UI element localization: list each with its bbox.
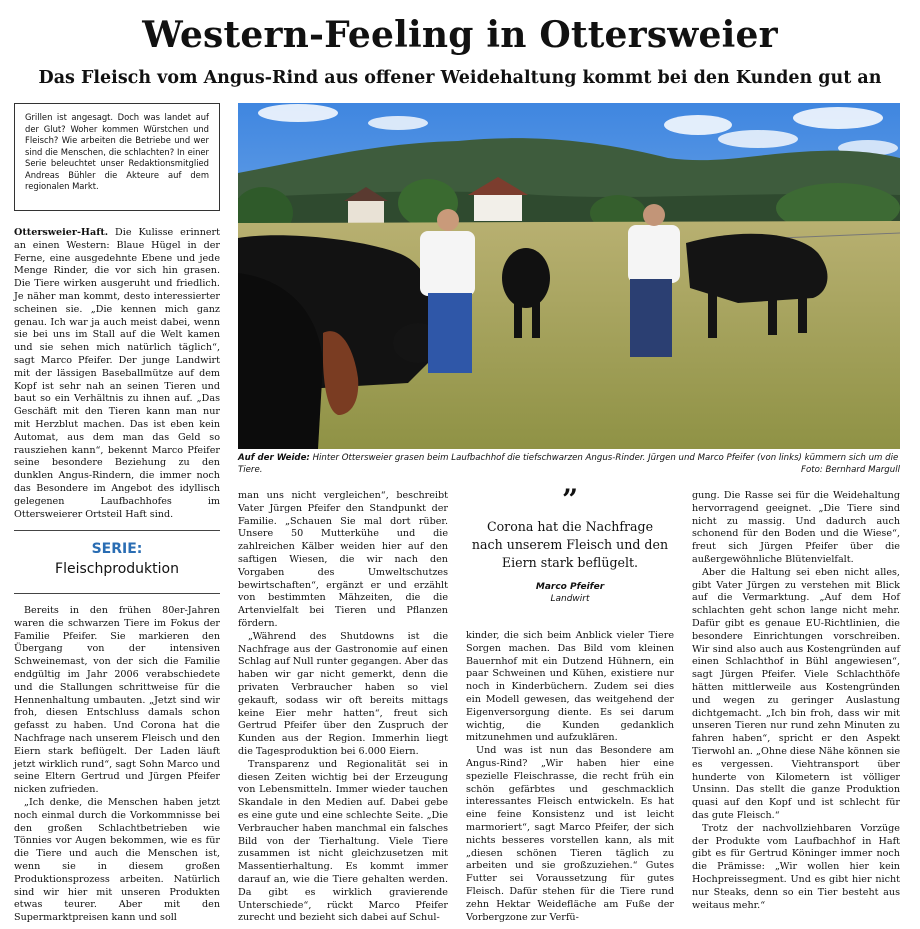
paragraph: Und was ist nun das Besondere am Angus-Rind? „Wir haben hier eine spezielle Fleischrasse, die recht früh ein schön gefärbtes und geschmacklich interessantes Fleisch entwickeln. Es hat eine feine Konsistenz und ist leicht marmoriert“, sagt Marco Pfeifer, der sich nichts besseres vorstellen kann, als mit „diesen schönen Tieren täglich zu arbeiten und sie großzuziehen.“ Gutes Futter sei Voraussetzung für gutes Fleisch. Dafür stehen für die Tiere rund zehn Hektar Weidefläche am Fuße der Vorbergzone zur Verfü- [466, 745, 674, 923]
paragraph: Trotz der nachvollziehbaren Vorzüge der Produkte vom Laufbachhof in Haft gibt es für Gertrud Köninger immer noch die Prämisse: „Wir wollen hier kein Hochpreissegment. Und es gibt hier nicht nur Steaks, denn so ein Tier besteht aus weitaus mehr.“ [692, 822, 900, 911]
column-4 [692, 490, 900, 912]
subheadline: Das Fleisch vom Angus-Rind aus offener Weidehaltung kommt bei den Kunden gut an [38, 68, 882, 88]
photo-credit: Foto: Bernhard Margull [801, 464, 900, 475]
serie-title: Fleischproduktion [55, 561, 179, 577]
lead-paragraph [14, 227, 220, 521]
quote-author: Marco Pfeifer [535, 582, 605, 592]
serie-label: SERIE: [91, 541, 143, 557]
paragraph: Aber die Haltung sei eben nicht alles, gibt Vater Jürgen zu verstehen mit Blick auf die Vermarktung. „Auf dem Hof schlachten geht schon lange nicht mehr. Dafür gibt es genaue EU-Richtlinien, die besondere Einrichtungen vorschreiben. Wir sind also auch aus Kostengründen auf einen Schlachthof in Bühl angewiesen“, sagt Jürgen Pfeifer. Viele Schlachthöfe hätten mittlerweile aus Kostengründen und wegen zu geringer Auslastung dichtgemacht. „Ich bin froh, dass wir mit unseren Tieren nur rund zehn Minuten zu fahren haben“, spricht er den Aspekt Tierwohl an. „Ohne diese Nähe können sie es vergessen. Viehtransport über hunderte von Kilometern ist völliger Unsinn. Das stellt die ganze Produktion quasi auf den Kopf und ist schlecht für das gute Fleisch.“ [692, 566, 901, 821]
paragraph: Transparenz und Regionalität sei in diesen Zeiten wichtig bei der Erzeugung von Lebensmitteln. Immer wieder tauchen Skandale in den Medien auf. Dabei gebe es eine gute und eine schlechte Seite. „Die Verbraucher haben manchmal ein falsches Bild von der Tierhaltung. Viele Tiere zusammen ist nicht gleichzusetzen mit Massentierhaltung. Es kommt immer darauf an, wie die Tiere gehalten werden. Da gibt es wirklich gravierende Unterschiede“, rückt Marco Pfeifer zurecht und bezieht sich dabei auf Schul- [238, 758, 448, 924]
headline: Western-Feeling in Ottersweier [142, 14, 778, 56]
quote-text: Corona hat die Nachfrage nach unserem Fleisch und den Eiern stark beflügelt. [471, 519, 669, 570]
article-photo [238, 103, 900, 449]
lead-text: Die Kulisse erinnert an einen Western: Blaue Hügel in der Ferne, eine ausgedehnte Ebene und jede Menge Rinder, die vor sich hin grasen. Die Tiere wirken ausgeruht und friedlich. Je näher man kommt, desto interessierter scheinen sie. „Die kennen mich ganz genau. Ich war ja auch meist dabei, wenn sie bei uns im Stall auf die Welt kamen und sie sehen mich natürlich täglich“, sagt Marco Pfeifer. Der junge Landwirt mit der lässigen Baseballmütze auf dem Kopf ist sehr nah an seinen Tieren und baut so ein Verhältnis zu ihnen auf. „Das Geschäft mit den Tieren kann man nur mit Herzblut machen. Das ist eben kein Automat, aus dem man das Geld so rausziehen kann“, bekennt Marco Pfeifer seine besondere Beziehung zu den dunklen Angus-Rindern, die immer noch das Besondere im Angebot des idyllisch gelegenen Laufbachhofes im Ottersweierer Ortsteil Haft sind. [14, 227, 220, 520]
paragraph: „Während des Shutdowns ist die Nachfrage aus der Gastronomie auf einen Schlag auf Null runter gegangen. Aber das haben wir gar nicht gemerkt, denn die privaten Verbraucher haben so viel gekauft, sodass wir oft bereits mittags keine Eier mehr hatten“, freut sich Gertrud Pfeifer über den Zuspruch der Kunden aus der Region. Immerhin liegt die Tagesproduktion bei 6.000 Eiern. [238, 630, 448, 757]
intro-box: Grillen ist angesagt. Doch was landet auf der Glut? Woher kommen Würstchen und Fleisch? Wie arbeiten die Betriebe und wer sind die Menschen, die schlachten? In einer Serie beleuchtet unser Redaktionsmitglied Andreas Bühler die Akteure auf dem regionalen Markt. [14, 103, 220, 211]
caption-text: Hinter Ottersweier grasen beim Laufbachhof die tiefschwarzen Angus-Rinder. Jürgen und Marco Pfeifer (von links) kümmern sich um die Tiere. [238, 453, 899, 475]
column-3 [466, 630, 674, 924]
quote-mark: ” [561, 483, 579, 516]
column-1-top [14, 227, 220, 521]
caption-label: Auf der Weide: [238, 453, 310, 463]
paragraph: „Ich denke, die Menschen haben jetzt noch einmal durch die Vorkommnisse bei den großen Schlachtbetrieben wie Tönnies vor Augen bekommen, wie es für die Tiere und auch die Menschen ist, wenn sie in diesem großen Produktionsprozess arbeiten. Natürlich sind wir hier mit unseren Produkten etwas teurer. Aber mit den Supermarktpreisen kann und soll [14, 796, 220, 924]
paragraph: kinder, die sich beim Anblick vieler Tiere Sorgen machen. Das Bild vom kleinen Bauernhof mit ein Dutzend Hühnern, ein paar Schweinen und Kühen, existiere nur noch in Kinderbüchern. Zudem sei dies ein Modell gewesen, das weitgehend der Eigenversorgung diente. Es sei darum wichtig, die Kunden gedanklich mitzunehmen und aufzuklären. [466, 630, 674, 744]
dateline: Ottersweier-Haft. [14, 227, 109, 238]
paragraph: man uns nicht vergleichen“, beschreibt Vater Jürgen Pfeifer den Standpunkt der Familie. „Schauen Sie mal dort rüber. Unsere 50 Mutterkühe und die zahlreichen Kälber weiden hier auf den saftigen Wiesen, die wir nach den Vorgaben des Umweltschutzes bewirtschaften“, ergänzt er und erzählt von bestimmten Mähzeiten, die die Artenvielfalt bei Tieren und Pflanzen fördern. [238, 490, 448, 629]
column-2 [238, 490, 448, 925]
serie-box [14, 530, 220, 594]
quote-role: Landwirt [550, 594, 590, 604]
column-1-bottom [14, 605, 220, 925]
paragraph: Bereits in den frühen 80er-Jahren waren die schwarzen Tiere im Fokus der Familie Pfeifer. Sie markieren den Übergang von der intensiven Schweinemast, von der sich die Familie endgültig im Jahr 2006 verabschiedete und die Stallungen schrittweise für die Hennenhaltung umbauten. „Jetzt sind wir froh, diesen Entschluss damals schon gefasst zu haben. Und Corona hat die Nachfrage nach unserem Fleisch und den Eiern stark beflügelt. Der Laden läuft jetzt wirklich rund“, sagt Sohn Marco und seine Eltern Gertrud und Jürgen Pfeifer nicken zufrieden. [14, 605, 220, 796]
photo-caption [238, 453, 900, 476]
paragraph: gung. Die Rasse sei für die Weidehaltung hervorragend geeignet. „Die Tiere sind nicht zu massig. Und dadurch auch schonend für den Boden und die Wiese“, freut sich Jürgen Pfeifer über die außergewöhnliche Blütenvielfalt. [692, 490, 900, 565]
pull-quote [470, 483, 670, 604]
